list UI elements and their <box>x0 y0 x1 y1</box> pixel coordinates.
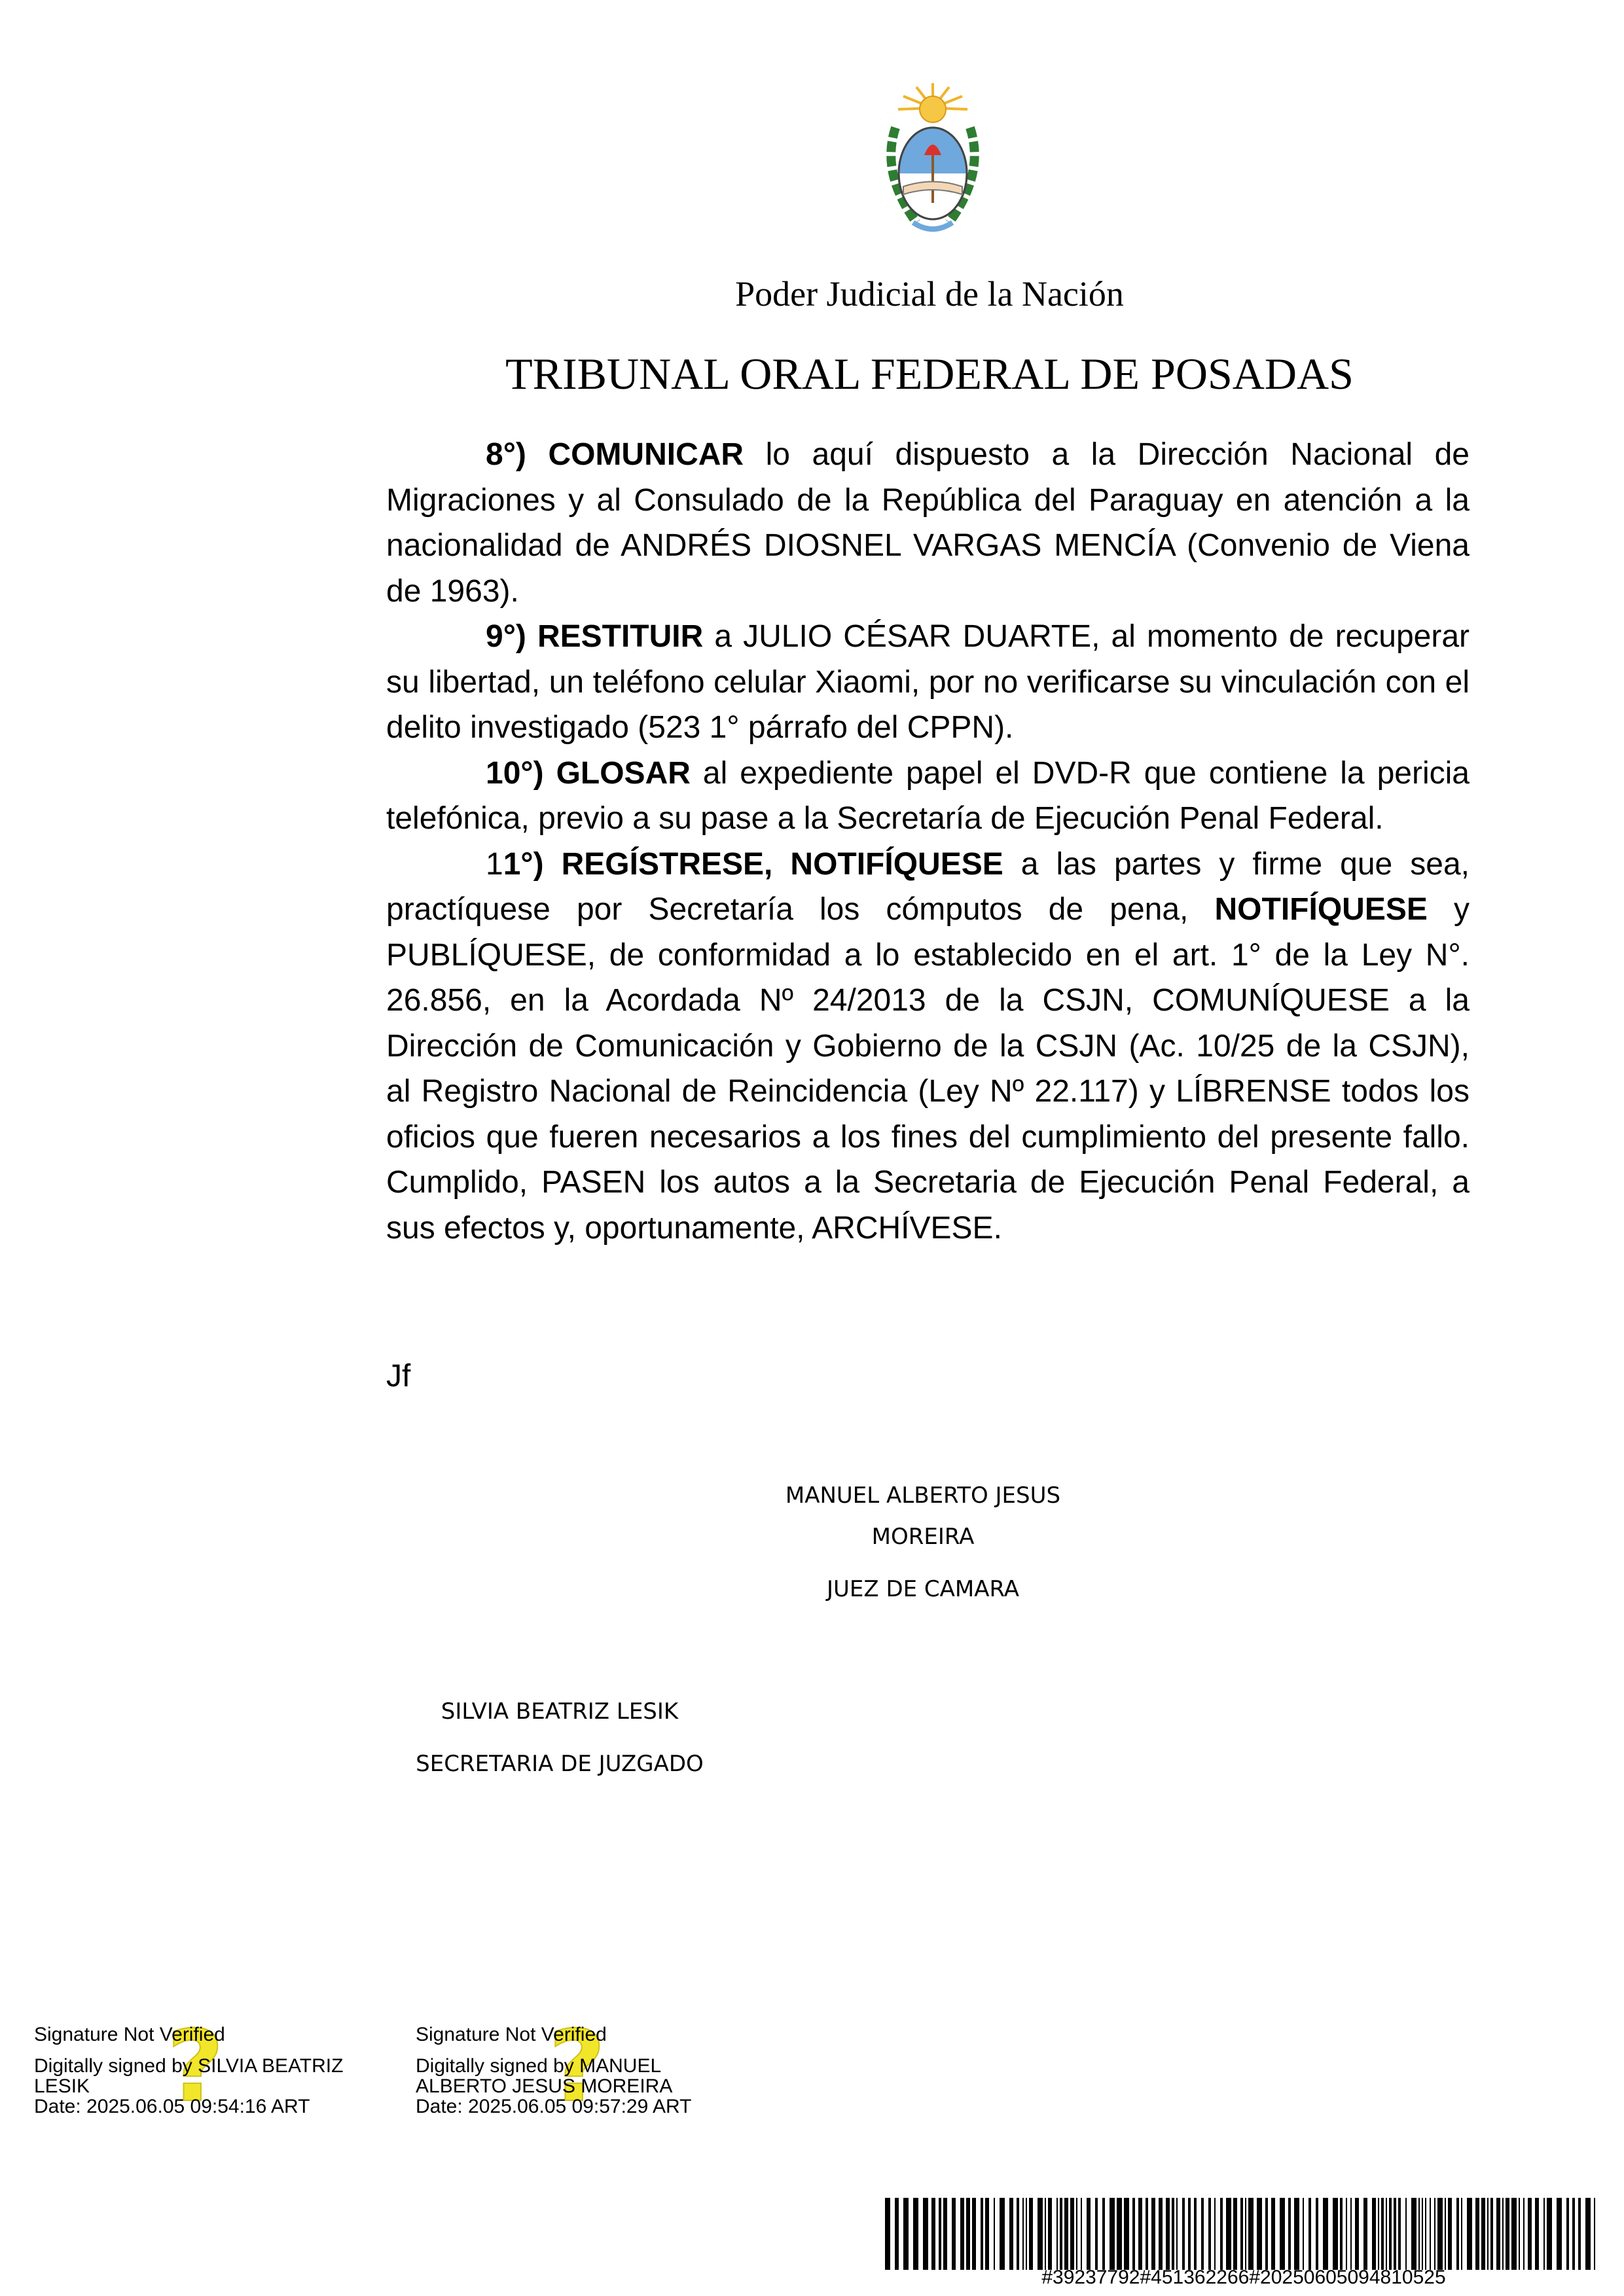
barcode-bar <box>1528 2198 1532 2270</box>
unverified-question-icon: ? <box>167 2010 225 2124</box>
barcode-bar <box>913 2198 918 2270</box>
barcode-bar <box>1425 2198 1426 2270</box>
barcode-bar <box>939 2198 941 2270</box>
barcode-bar <box>1138 2198 1142 2270</box>
barcode-bar <box>1543 2198 1545 2270</box>
barcode-bar <box>1288 2198 1291 2270</box>
barcode-bar <box>1430 2198 1431 2270</box>
barcode-bar <box>923 2198 928 2270</box>
barcode-bar <box>1566 2198 1569 2270</box>
barcode-bar <box>1117 2198 1122 2270</box>
barcode-bar <box>1038 2198 1043 2270</box>
barcode-bar <box>1594 2198 1595 2270</box>
barcode-bar <box>1220 2198 1223 2270</box>
barcode-bar <box>1378 2198 1379 2270</box>
barcode-bar <box>1265 2198 1268 2270</box>
barcode-bar <box>1506 2198 1509 2270</box>
barcode-bar <box>1448 2198 1452 2270</box>
barcode-bar <box>1467 2198 1472 2270</box>
barcode-bar <box>1323 2198 1328 2270</box>
barcode-bar <box>931 2198 935 2270</box>
paragraph-8-text: lo aquí dispuesto a la Dirección Nacional de Migraciones y al Consulado de la República del Paraguay en atención a la nacionalidad de ANDRÉS DIOSNEL VARGAS MENCÍA (Convenio de Viena de 1963). <box>386 437 1470 609</box>
barcode-bar <box>960 2198 964 2270</box>
barcode-bar <box>1445 2198 1446 2270</box>
paragraph-11-number: 1°) <box>503 846 544 882</box>
barcode-bar <box>1026 2198 1027 2270</box>
stamp-signer-line1: Digitally signed by SILVIA BEATRIZ <box>34 2055 344 2077</box>
paragraph-11 <box>386 842 1470 1251</box>
barcode-bar <box>1248 2198 1254 2270</box>
barcode-bar <box>1159 2198 1163 2270</box>
barcode-bar <box>1557 2198 1562 2270</box>
barcode <box>884 2198 1604 2270</box>
barcode-bar <box>1411 2198 1416 2270</box>
paragraph-8-verb: COMUNICAR <box>548 437 744 472</box>
barcode-bar <box>1346 2198 1347 2270</box>
barcode-bar <box>1029 2198 1033 2270</box>
barcode-bar <box>1245 2198 1246 2270</box>
barcode-bar <box>1511 2198 1517 2270</box>
barcode-bar <box>1176 2198 1178 2270</box>
barcode-bar <box>1257 2198 1262 2270</box>
barcode-bar <box>952 2198 956 2270</box>
stamp-date: Date: 2025.06.05 09:54:16 ART <box>34 2096 310 2117</box>
barcode-bar <box>1398 2198 1401 2270</box>
stamp-status: Signature Not Verified <box>34 2024 225 2045</box>
barcode-bar <box>1240 2198 1243 2270</box>
barcode-bar <box>1151 2198 1155 2270</box>
paragraph-9-text: a JULIO CÉSAR DUARTE, al momento de recuperar su libertad, un teléfono celular Xiaomi, por no verificarse su vinculación con el delito investigado (523 1° párrafo del CPPN). <box>386 619 1470 745</box>
barcode-bar <box>1490 2198 1493 2270</box>
paragraph-10-verb: GLOSAR <box>556 755 691 791</box>
barcode-bar <box>1519 2198 1520 2270</box>
paragraph-11-verb: REGÍSTRESE, NOTIFÍQUESE <box>561 846 1003 882</box>
digital-signature-stamp-2[interactable] <box>416 2010 692 2124</box>
barcode-bar <box>1434 2198 1435 2270</box>
judge-name-line1: MANUEL ALBERTO JESUS <box>785 1482 1061 1509</box>
barcode-bar <box>994 2198 995 2270</box>
barcode-bar <box>1294 2198 1299 2270</box>
paragraph-9-verb: RESTITUIR <box>537 619 704 654</box>
barcode-bar <box>1456 2198 1459 2270</box>
barcode-bar <box>1182 2198 1185 2270</box>
judge-title: JUEZ DE CAMARA <box>826 1576 1020 1602</box>
paragraph-8 <box>386 432 1470 614</box>
barcode-bar <box>1009 2198 1013 2270</box>
barcode-bar <box>1316 2198 1318 2270</box>
typist-initials: Jf <box>386 1359 411 1393</box>
secretary-name: SILVIA BEATRIZ LESIK <box>441 1698 679 1725</box>
barcode-bar <box>1102 2198 1105 2270</box>
barcode-bar <box>1437 2198 1443 2270</box>
stamp-status: Signature Not Verified <box>416 2024 607 2045</box>
barcode-bar <box>1087 2198 1091 2270</box>
barcode-bar <box>1064 2198 1068 2270</box>
resolution-body <box>386 432 1470 1251</box>
barcode-bar <box>1048 2198 1052 2270</box>
paragraph-9 <box>386 614 1470 751</box>
barcode-bar <box>903 2198 909 2270</box>
barcode-bar <box>1381 2198 1384 2270</box>
barcode-bar <box>1535 2198 1539 2270</box>
barcode-bar <box>1280 2198 1285 2270</box>
barcode-bar <box>1386 2198 1387 2270</box>
paragraph-9-number: 9°) <box>486 619 526 654</box>
barcode-bar <box>1201 2198 1204 2270</box>
paragraph-11-text-b: y PUBLÍQUESE, de conformidad a lo establecido en el art. 1° de la Ley N°. 26.856, en la Acordada Nº 24/2013 de la CSJN, COMUNÍQUESE a la Dirección de Comunicación y Gobierno de la CSJN (Ac. 10/25 de la CSJN), al Registro Nacional de Reincidencia (Ley Nº 22.117) y LÍBRENSE todos los oficios que fueren necesarios a los fines del cumplimiento del presente fallo. Cumplido, PASEN los autos a la Secretaria de Ejecución Penal Federal, a sus efectos y, oportunamente, ARCHÍVESE. <box>386 892 1470 1246</box>
barcode-bar <box>966 2198 970 2270</box>
barcode-bar <box>981 2198 983 2270</box>
judge-name-line2: MOREIRA <box>871 1524 975 1550</box>
barcode-bar <box>885 2198 890 2270</box>
barcode-bar <box>1547 2198 1552 2270</box>
paragraph-10-text: al expediente papel el DVD-R que contiene la pericia telefónica, previo a su pase a la Secretaría de Ejecución Penal Federal. <box>386 755 1470 836</box>
paragraph-11-number-plain: 1 <box>486 846 503 882</box>
barcode-bar <box>1578 2198 1581 2270</box>
barcode-bar <box>1226 2198 1231 2270</box>
barcode-bar <box>1214 2198 1216 2270</box>
barcode-bar <box>1363 2198 1367 2270</box>
barcode-bar <box>1481 2198 1485 2270</box>
paragraph-11-verb2: NOTIFÍQUESE <box>1214 892 1428 927</box>
court-name: TRIBUNAL ORAL FEDERAL DE POSADAS <box>505 349 1354 399</box>
barcode-bar <box>1000 2198 1005 2270</box>
barcode-bar <box>943 2198 947 2270</box>
stamp-signer-line2: ALBERTO JESUS MOREIRA <box>416 2075 673 2097</box>
barcode-bar <box>1372 2198 1376 2270</box>
barcode-bars <box>884 2198 1604 2270</box>
coat-of-arms-seal <box>877 82 988 239</box>
stamp-signer-line1: Digitally signed by MANUEL <box>416 2055 662 2077</box>
unverified-question-icon: ? <box>549 2010 606 2124</box>
barcode-bar <box>1333 2198 1338 2270</box>
barcode-bar <box>1194 2198 1197 2270</box>
barcode-bar <box>1394 2198 1396 2270</box>
paragraph-10 <box>386 751 1470 842</box>
barcode-bar <box>1303 2198 1304 2270</box>
barcode-bar <box>1095 2198 1098 2270</box>
barcode-bar <box>1208 2198 1211 2270</box>
barcode-bar <box>1060 2198 1062 2270</box>
barcode-bar <box>1146 2198 1148 2270</box>
barcode-bar <box>1523 2198 1525 2270</box>
paragraph-8-number: 8°) <box>486 437 526 472</box>
barcode-bar <box>1110 2198 1115 2270</box>
barcode-bar <box>1340 2198 1343 2270</box>
stamp-date: Date: 2025.06.05 09:57:29 ART <box>416 2096 692 2117</box>
barcode-bar <box>1172 2198 1174 2270</box>
barcode-bar <box>1070 2198 1074 2270</box>
barcode-bar <box>1022 2198 1024 2270</box>
barcode-bar <box>985 2198 989 2270</box>
barcode-bar <box>1166 2198 1170 2270</box>
barcode-bar <box>895 2198 899 2270</box>
barcode-bar <box>1233 2198 1237 2270</box>
paragraph-10-number: 10°) <box>486 755 544 791</box>
barcode-bar <box>1461 2198 1462 2270</box>
barcode-bar <box>1405 2198 1407 2270</box>
digital-signature-stamp-1[interactable] <box>34 2010 344 2124</box>
barcode-number: #39237792#451362266#20250605094810525 <box>1041 2267 1446 2288</box>
barcode-bar <box>1308 2198 1311 2270</box>
barcode-bar <box>1355 2198 1359 2270</box>
barcode-bar <box>1188 2198 1191 2270</box>
barcode-bar <box>1585 2198 1591 2270</box>
barcode-bar <box>1502 2198 1504 2270</box>
barcode-bar <box>1572 2198 1575 2270</box>
institution-name: Poder Judicial de la Nación <box>735 274 1124 314</box>
barcode-bar <box>1422 2198 1423 2270</box>
barcode-bar <box>1496 2198 1500 2270</box>
barcode-bar <box>1418 2198 1420 2270</box>
paragraph-11-text-a: a las partes y firme que sea, practíquese por Secretaría los cómputos de pena, <box>386 846 1470 927</box>
barcode-bar <box>1271 2198 1275 2270</box>
barcode-bar <box>1124 2198 1129 2270</box>
barcode-bar <box>1017 2198 1019 2270</box>
barcode-bar <box>1081 2198 1082 2270</box>
secretary-title: SECRETARIA DE JUZGADO <box>416 1751 704 1777</box>
barcode-bar <box>1056 2198 1058 2270</box>
barcode-bar <box>1475 2198 1479 2270</box>
barcode-bar <box>972 2198 976 2270</box>
barcode-bar <box>1487 2198 1489 2270</box>
barcode-bar <box>1045 2198 1046 2270</box>
barcode-bar <box>1132 2198 1135 2270</box>
stamp-signer-line2: LESIK <box>34 2075 90 2097</box>
barcode-bar <box>1076 2198 1077 2270</box>
barcode-bar <box>1350 2198 1352 2270</box>
barcode-bar <box>1389 2198 1392 2270</box>
